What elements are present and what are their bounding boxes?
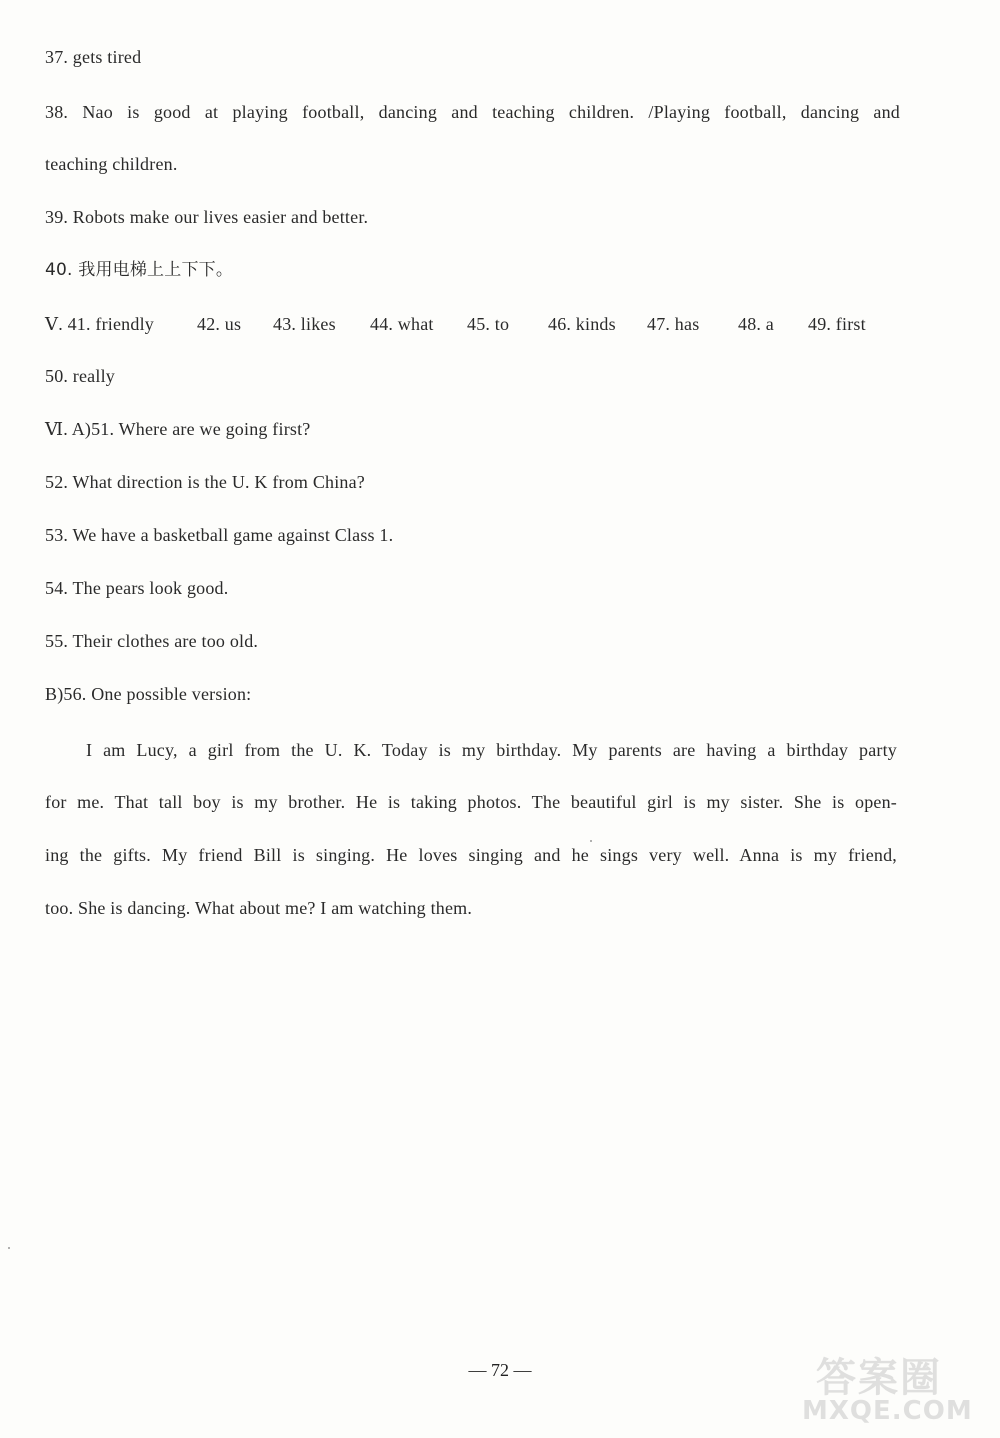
answer-55: 55. Their clothes are too old. [45, 631, 259, 651]
answer-38-line-1: 38. Nao is good at playing football, dancing and teaching children. /Playing football, dancing and [45, 102, 900, 122]
answer-51: Ⅵ. A)51. Where are we going first? [45, 419, 311, 439]
answer-38-line-2: teaching children. [45, 154, 178, 174]
answer-52: 52. What direction is the U. K from China? [45, 472, 365, 492]
answer-49: 49. first [808, 314, 866, 334]
answer-42: 42. us [197, 314, 242, 334]
answer-48: 48. a [738, 314, 774, 334]
answer-50: 50. really [45, 366, 115, 386]
watermark-url: MXQE.COM [802, 1396, 973, 1426]
scan-speck [8, 1247, 10, 1249]
watermark-logo [788, 1346, 988, 1432]
watermark-logo-text: 答案圈 [816, 1355, 942, 1401]
answer-37: 37. gets tired [45, 47, 142, 67]
essay-line-1: I am Lucy, a girl from the U. K. Today is my birthday. My parents are having a birthday party [86, 740, 897, 760]
answer-39: 39. Robots make our lives easier and better. [45, 207, 369, 227]
answer-43: 43. likes [273, 314, 336, 334]
answer-46: 46. kinds [548, 314, 616, 334]
essay-line-3: ing the gifts. My friend Bill is singing. He loves singing and he sings very well. Anna is my friend, [45, 845, 897, 865]
answer-44: 44. what [370, 314, 434, 334]
answer-53: 53. We have a basketball game against Class 1. [45, 525, 394, 545]
answer-40: 40. 我用电梯上上下下。 [45, 260, 234, 280]
essay-line-4: too. She is dancing. What about me? I am watching them. [45, 898, 473, 918]
answer-47: 47. has [647, 314, 700, 334]
essay-line-2: for me. That tall boy is my brother. He is taking photos. The beautiful girl is my sister. She is open- [45, 792, 897, 812]
scan-speck [590, 840, 592, 842]
answer-54: 54. The pears look good. [45, 578, 229, 598]
page-number: — 72 — [468, 1360, 532, 1380]
answer-41: Ⅴ. 41. friendly [45, 314, 154, 334]
answer-45: 45. to [467, 314, 510, 334]
answer-56-heading: B)56. One possible version: [45, 684, 252, 704]
